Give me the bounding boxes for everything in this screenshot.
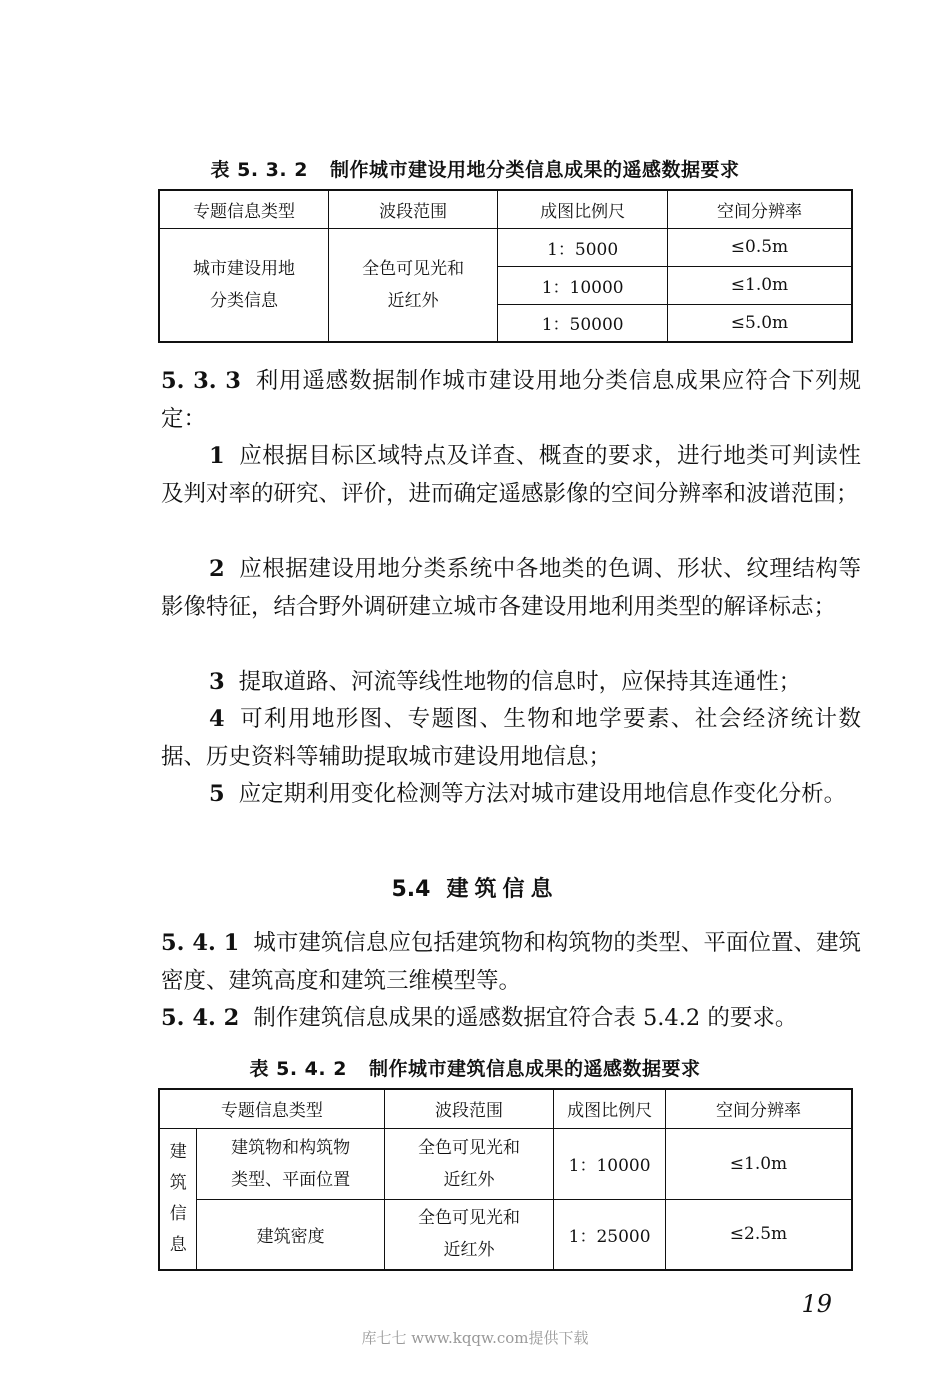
list-item: [161, 664, 861, 702]
clause-5-4-2: [161, 1000, 861, 1038]
item-number: 1: [209, 443, 225, 469]
table-header-row: [159, 190, 852, 228]
table-row: [159, 1199, 852, 1270]
scale-cell: 1：50000: [498, 304, 668, 342]
group-label-cell: [159, 1128, 197, 1270]
clause-number: 5. 4. 1: [161, 930, 240, 956]
band-line: 全色可见光和: [418, 1208, 520, 1229]
list-item: [161, 776, 861, 814]
table-5-3-2: [158, 189, 853, 343]
group-char: 筑: [169, 1172, 187, 1193]
table-header-row: [159, 1089, 852, 1128]
table-5-4-2: [158, 1088, 853, 1271]
item-text: 应定期利用变化检测等方法对城市建设用地信息作变化分析。: [238, 781, 847, 807]
section-heading: [0, 872, 950, 903]
band-line: 近红外: [387, 290, 439, 311]
item-number: 3: [209, 669, 225, 695]
band-range-cell: [384, 1128, 553, 1199]
clause-text: 制作建筑信息成果的遥感数据宜符合表 5.4.2 的要求。: [253, 1005, 798, 1031]
item-text: 提取道路、河流等线性地物的信息时，应保持其连通性；: [238, 669, 802, 695]
table-caption-text: 制作城市建筑信息成果的遥感数据要求: [368, 1058, 701, 1080]
table-header-cell: 空间分辨率: [665, 1089, 852, 1128]
info-type-line: 建筑物和构筑物: [231, 1137, 351, 1158]
list-item: [161, 438, 861, 513]
table-caption-text: 制作城市建设用地分类信息成果的遥感数据要求: [329, 159, 740, 181]
band-line: 近红外: [443, 1169, 495, 1190]
clause-5-3-3: [161, 363, 861, 438]
clause-number: 5. 4. 2: [161, 1005, 240, 1031]
table-5-3-2-caption: [0, 155, 950, 182]
scale-cell: 1：25000: [554, 1199, 666, 1270]
info-type-line: 城市建设用地: [192, 258, 295, 279]
band-line: 近红外: [443, 1240, 495, 1261]
band-line: 全色可见光和: [418, 1137, 520, 1158]
scale-cell: 1：10000: [498, 266, 668, 304]
table-header-cell: 成图比例尺: [554, 1089, 666, 1128]
group-char: 信: [169, 1203, 187, 1224]
table-header-cell: 专题信息类型: [159, 1089, 384, 1128]
table-caption-number: 表 5. 4. 2: [249, 1058, 347, 1080]
info-type-line: 分类信息: [209, 290, 278, 311]
band-range-cell: [328, 228, 497, 342]
table-row: [159, 228, 852, 266]
info-type-line: 类型、平面位置: [231, 1169, 351, 1190]
item-number: 2: [209, 556, 225, 582]
table-header-cell: 波段范围: [384, 1089, 553, 1128]
clause-number: 5. 3. 3: [161, 368, 241, 394]
item-number: 4: [209, 706, 225, 732]
item-text: 应根据目标区域特点及详查、概查的要求，进行地类可判读性及判对率的研究、评价，进而确定遥感影像的空间分辨率和波谱范围；: [161, 443, 861, 507]
scale-cell: 1：5000: [498, 228, 668, 266]
table-caption-number: 表 5. 3. 2: [210, 159, 308, 181]
table-header-cell: 专题信息类型: [159, 190, 328, 228]
group-char: 建: [169, 1141, 187, 1162]
list-item: [161, 701, 861, 776]
band-range-cell: [384, 1199, 553, 1270]
clause-text: 利用遥感数据制作城市建设用地分类信息成果应符合下列规定：: [161, 368, 861, 432]
section-number: 5.4: [391, 877, 431, 902]
section-title: 建筑信息: [446, 877, 559, 902]
resolution-cell: ≤1.0m: [667, 266, 852, 304]
item-text: 应根据建设用地分类系统中各地类的色调、形状、纹理结构等影像特征，结合野外调研建立城市各建设用地利用类型的解译标志；: [161, 556, 861, 620]
info-type-cell: 建筑密度: [197, 1199, 384, 1270]
table-header-cell: 波段范围: [328, 190, 497, 228]
list-item: [161, 551, 861, 626]
group-char: 息: [169, 1234, 187, 1255]
resolution-cell: ≤5.0m: [667, 304, 852, 342]
resolution-cell: ≤2.5m: [665, 1199, 852, 1270]
info-type-cell: [197, 1128, 384, 1199]
page-number: 19: [801, 1290, 832, 1318]
resolution-cell: ≤1.0m: [665, 1128, 852, 1199]
band-line: 全色可见光和: [362, 258, 465, 279]
resolution-cell: ≤0.5m: [667, 228, 852, 266]
table-row: [159, 1128, 852, 1199]
item-text: 可利用地形图、专题图、生物和地学要素、社会经济统计数据、历史资料等辅助提取城市建设用地信息；: [161, 706, 861, 770]
clause-5-4-1: [161, 925, 861, 1000]
clause-text: 城市建筑信息应包括建筑物和构筑物的类型、平面位置、建筑密度、建筑高度和建筑三维模型等。: [161, 930, 861, 994]
item-number: 5: [209, 781, 225, 807]
table-header-cell: 成图比例尺: [498, 190, 668, 228]
table-5-4-2-caption: [0, 1054, 950, 1081]
scale-cell: 1：10000: [554, 1128, 666, 1199]
info-type-cell: [159, 228, 328, 342]
table-header-cell: 空间分辨率: [667, 190, 852, 228]
download-footer: 库七七 www.kqqw.com提供下载: [361, 1329, 589, 1347]
